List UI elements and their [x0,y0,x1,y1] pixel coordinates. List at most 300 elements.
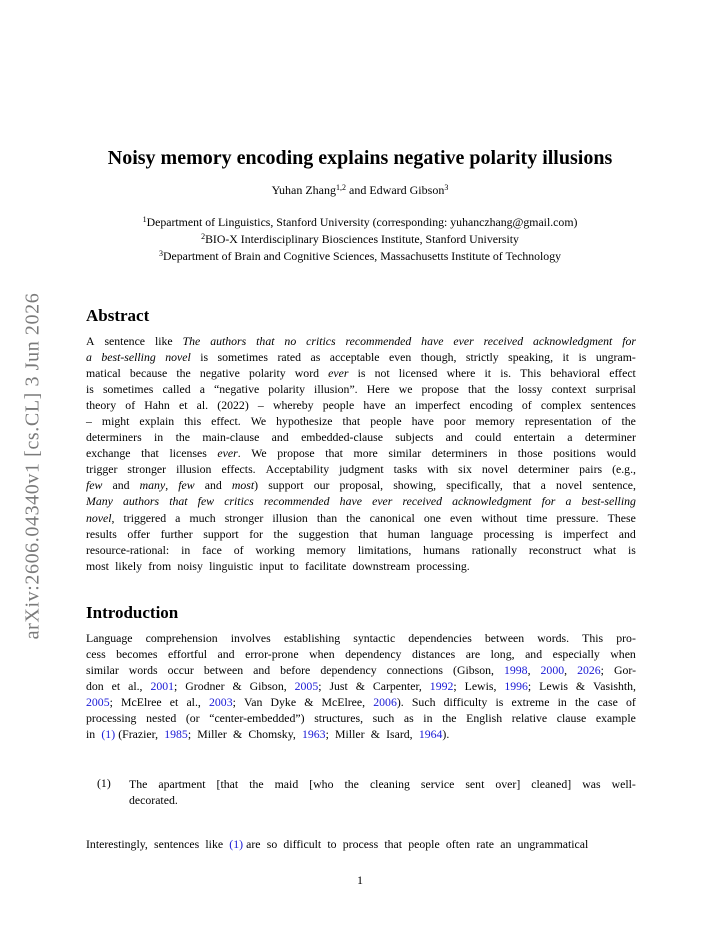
word-group [197,726,230,742]
word: most [231,478,255,493]
word: Gibson, [249,679,287,694]
word-group [185,678,224,694]
word: where [446,366,476,381]
word-group [146,630,218,646]
word: is [544,526,553,541]
citation-link[interactable]: 2005 [294,679,319,694]
word-group [389,349,411,365]
word: rate [476,837,495,851]
word-group [575,694,589,710]
affiliation-superscript: 1 [142,215,147,224]
word: syntactic [353,631,396,645]
citation-link[interactable]: 1998 [503,663,528,678]
author-superscript: 1,2 [336,183,346,192]
word: Chomsky, [248,727,296,742]
word-group [259,558,286,574]
word-group [272,510,307,526]
text-line [86,510,636,526]
word-group [274,526,288,542]
word-group [310,349,320,365]
word: people [322,398,355,413]
word: working [255,542,295,557]
word-group [504,678,531,694]
word: & [232,727,243,742]
word: people [408,837,440,851]
citation-link[interactable]: (1) [101,727,116,742]
text-line [86,694,636,710]
word-group [622,333,636,349]
word: example [595,711,636,726]
text-line [86,678,636,694]
word-group [129,792,181,808]
word-group [256,333,274,349]
word: input [259,558,284,573]
word-group [86,510,115,526]
word-group [563,526,608,542]
affiliation-text: Department of Linguistics, Stanford University (corresponding: yuhanczhang@gmail.com) [146,215,578,229]
word-group [485,630,524,646]
text-line [86,397,636,413]
citation-link[interactable]: 2000 [540,663,565,678]
word: few [178,478,195,493]
word: behavioral [550,366,601,381]
word: in [154,430,164,445]
word-group [307,542,346,558]
word: decorated. [129,793,178,808]
word: embedded-clause [301,430,383,445]
text-line [86,365,636,381]
word: McElree [121,695,162,710]
word-group [328,365,348,381]
word: main-clause [202,430,260,445]
word: determiners [86,430,142,445]
word: difficulty [443,695,488,710]
word: The [182,334,201,348]
word: encoding [469,398,513,413]
text-line [86,646,636,662]
text-line [86,477,636,493]
word: what [593,542,617,557]
word: even [449,510,473,525]
word-group [202,542,222,558]
word-group [491,646,515,662]
word: , [111,510,115,525]
word: proposal, [339,478,384,493]
word: ). [396,695,404,710]
word-group [86,461,117,477]
word: cleaning [369,777,410,791]
word: a [540,478,546,493]
word: ). [442,727,450,742]
word-group [290,558,302,574]
word-group [363,397,385,413]
word: without [481,510,518,525]
word: determiners [431,446,488,461]
word-group [343,413,361,429]
word-group [251,413,266,429]
word: Miller [335,727,365,742]
word-group [340,477,384,493]
word: it [484,366,492,381]
word-group [423,542,460,558]
word-group [556,510,598,526]
word: ; [325,727,329,742]
word: like [205,837,224,851]
word-group [189,510,215,526]
word: in [181,542,191,557]
word: , [564,663,568,678]
word: recommended [263,494,330,509]
word: pressure. [556,510,599,525]
word-group [86,726,98,742]
word-group [271,694,297,710]
word: McElree, [321,695,366,710]
word: determiner [518,462,570,477]
word: Dyke [270,695,297,710]
word: ; [109,695,113,710]
word-group [558,694,567,710]
word: likely [115,558,143,573]
citation-link[interactable]: 2003 [209,695,233,710]
word: received [402,494,443,509]
word-group [430,678,457,694]
word-group [86,662,119,678]
word: an [500,837,512,851]
word: Van [244,695,263,710]
word: best-selling [101,350,156,365]
word: establishing [283,631,341,645]
word: (2022) [217,398,249,413]
word: linguistic [209,558,254,573]
word-group [86,678,104,694]
abstract-heading: Abstract [86,306,150,325]
word-group [475,429,501,445]
word-group [317,510,337,526]
word-group [582,630,603,646]
word: effects. [221,462,256,477]
word-group [231,630,271,646]
word-group [272,429,289,445]
word-group [447,365,476,381]
word-group [155,333,173,349]
word: illusion [272,510,308,525]
word-group [553,646,600,662]
word: illusion [176,462,212,477]
word-group [266,461,330,477]
word-group [370,776,410,792]
word-group [214,381,259,397]
word: that [169,494,188,509]
word-group [121,694,162,710]
word-group [403,493,443,509]
word: resource-rational: [86,542,170,557]
citation-link[interactable]: 1992 [429,679,454,694]
word: et [169,695,179,710]
word: whereby [272,398,314,413]
word: is [495,695,504,710]
word: Acceptability [265,462,330,477]
word-group [169,493,187,509]
word-group [86,445,131,461]
word: face [202,542,222,557]
text-line [86,445,636,461]
affiliation-line [0,248,720,265]
word: context [551,382,587,397]
word-group [112,477,129,493]
word: is. [500,366,512,381]
word-group [354,445,378,461]
word: novel [556,478,583,493]
word: is [86,382,94,397]
word-group [335,726,368,742]
word-group [200,381,205,397]
word-group [399,381,413,397]
word: We [250,414,267,429]
word: from [148,558,172,573]
word-group [127,461,166,477]
word: Miller [197,727,227,742]
word: sometimes [217,350,268,365]
word-group [205,836,226,852]
citation-link[interactable]: (1) [229,837,244,851]
word-group [217,445,240,461]
word-group [484,333,524,349]
word-group [177,558,206,574]
word-group [514,429,555,445]
word-group [123,493,159,509]
word: cess [86,647,106,662]
word-group [444,694,488,710]
word-group [104,333,145,349]
word: more [353,446,378,461]
word: processing [86,711,137,726]
word-group [127,526,150,542]
word: et [111,679,121,694]
word: & [575,679,586,694]
word-group [276,413,332,429]
word-group [628,542,636,558]
citation-link[interactable]: 2006 [373,695,397,710]
word: and [618,526,636,541]
word: few [86,478,103,493]
word: though, [420,350,457,365]
word: [who [309,777,334,791]
word-group [468,381,486,397]
word-group [585,429,636,445]
word: Such [411,695,436,710]
word: sent [465,777,485,791]
word-group [275,776,299,792]
word-group [412,694,436,710]
word: & [355,679,365,694]
word-group [103,381,153,397]
citation-link[interactable]: 1996 [504,679,528,694]
word-group [513,477,531,493]
word: when [610,647,636,662]
word: ever [217,446,238,461]
word-group [234,542,244,558]
word-group [86,333,95,349]
word-group [446,429,463,445]
word: is [357,366,366,381]
word-group [314,710,363,726]
word-group [200,365,240,381]
word: reconstruct [528,542,582,557]
word-group [576,678,585,694]
word-group [373,678,422,694]
word-group [591,397,636,413]
word: of [125,398,136,413]
word-group [309,776,333,792]
word-group [158,776,205,792]
word: one [423,510,441,525]
word: the [494,382,510,397]
word: effect. [211,414,241,429]
word: sometimes [102,382,154,397]
word-group [358,542,411,558]
word-group [444,413,466,429]
word-group [176,365,190,381]
word: time [526,510,548,525]
word: & [304,695,314,710]
word-group [423,710,432,726]
word-group [330,349,380,365]
word-group [86,526,117,542]
word: speaking, [508,350,554,365]
word-group [567,429,572,445]
word: support [203,526,239,541]
word: the [621,414,636,429]
word: maid [274,777,299,791]
word-group [556,477,582,493]
word-group [101,349,155,365]
word-group [183,333,201,349]
word: ungram- [595,350,636,365]
word: and [253,663,271,678]
word: This [520,366,542,381]
citation-link[interactable]: 2001 [150,679,175,694]
word-group [453,333,473,349]
text-line [86,630,636,646]
word-group [579,461,602,477]
word-group [86,477,102,493]
word: further [160,526,193,541]
word: don [86,679,104,694]
word-group [371,726,383,742]
word: downstream [352,558,411,573]
word-group [304,694,313,710]
word: Interestingly, [86,837,148,851]
word: acknowledgment [533,334,613,348]
word-group [372,493,392,509]
word: for [541,494,556,509]
word-group [327,836,339,852]
word-group [606,445,636,461]
word-group [518,445,543,461]
word-group [537,630,569,646]
word-group [86,349,92,365]
citation-link[interactable]: 1964 [418,727,443,742]
word-group [542,493,556,509]
word: especially [552,647,600,662]
word: the [273,526,288,541]
word: ; [527,679,532,694]
word-group [115,558,145,574]
word: positions [553,446,596,461]
word: ) [254,478,259,493]
word-group [86,493,113,509]
word: are [246,837,261,851]
word: the [175,430,190,445]
word-group [284,333,296,349]
author-name: and Edward Gibson [346,183,445,197]
word: trigger [86,462,118,477]
word-group [209,710,304,726]
word-group [608,510,636,526]
word-group [205,477,222,493]
text-line [86,726,636,742]
citation-link[interactable]: 2005 [86,695,110,710]
word-group [225,510,264,526]
word-group [432,445,488,461]
word: well- [611,777,636,791]
word-group [197,397,208,413]
word: stronger [224,510,264,525]
word: polarity [248,366,286,381]
word: (or [185,711,200,726]
word-group [596,349,636,365]
word-group [141,445,159,461]
word-group [295,365,319,381]
word-group [370,510,415,526]
word: over] [495,777,521,791]
word: a [567,430,573,445]
word: often [445,837,471,851]
word-group [508,349,553,365]
text-line [86,662,636,678]
word: ; [453,679,457,694]
word-group [495,381,509,397]
word-group [233,678,242,694]
word: judgment [339,462,384,477]
word-group [306,333,336,349]
word: connections [386,663,444,678]
word: and [445,430,463,445]
word-group [525,646,542,662]
citation-link[interactable]: 2026 [577,663,601,678]
word-group [325,445,343,461]
text-line [86,836,636,852]
word: service [420,777,455,791]
word: determiner [584,430,636,445]
word: lossy [518,382,543,397]
word: exchange [86,446,131,461]
word: polarity [268,382,305,397]
citation-link[interactable]: 1985 [164,727,188,742]
word: This [582,631,604,645]
word-group [268,381,305,397]
example-number: (1) [97,776,111,790]
citation-link[interactable]: 1963 [301,727,326,742]
word-group [170,694,179,710]
word-group [446,477,503,493]
word-group [387,662,443,678]
word-group [482,461,508,477]
word-group [184,413,201,429]
word-group [139,413,174,429]
word-group [452,493,531,509]
word: this [184,414,202,429]
